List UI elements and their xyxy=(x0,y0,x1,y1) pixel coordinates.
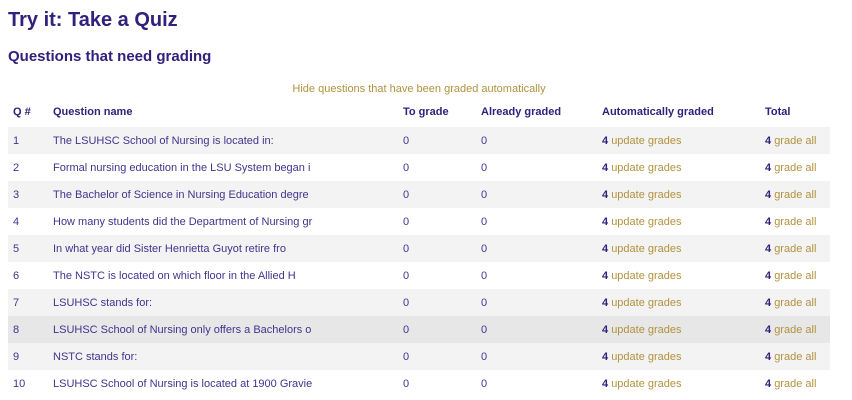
cell-qnum: 2 xyxy=(13,161,20,174)
cell-auto-graded xyxy=(597,181,760,208)
cell-question-name: The NSTC is located on which floor in the Allied H xyxy=(53,269,296,282)
cell-already-graded: 0 xyxy=(481,350,488,363)
total-count: 4 xyxy=(765,296,772,309)
auto-graded-count: 4 xyxy=(602,323,609,336)
cell-qnum: 6 xyxy=(13,269,20,282)
grade-all-link[interactable]: grade all xyxy=(774,377,817,390)
total-count: 4 xyxy=(765,242,772,255)
col-header-already: Already graded xyxy=(481,106,562,118)
cell-qnum: 10 xyxy=(13,377,26,390)
table-row xyxy=(8,343,830,370)
cell-auto-graded xyxy=(597,343,760,370)
col-header-question: Question name xyxy=(53,106,133,118)
total-count: 4 xyxy=(765,134,772,147)
col-header-to-grade: To grade xyxy=(403,106,449,118)
table-row xyxy=(8,181,830,208)
cell-total xyxy=(760,235,830,262)
table-body xyxy=(8,127,830,397)
cell-question-name: In what year did Sister Henrietta Guyot retire fro xyxy=(53,242,286,255)
total-count: 4 xyxy=(765,323,772,336)
grade-all-link[interactable]: grade all xyxy=(774,323,817,336)
table-row xyxy=(8,127,830,154)
total-count: 4 xyxy=(765,350,772,363)
cell-already-graded: 0 xyxy=(481,296,488,309)
table-row xyxy=(8,289,830,316)
cell-to-grade: 0 xyxy=(403,188,410,201)
total-count: 4 xyxy=(765,377,772,390)
table-row xyxy=(8,154,830,181)
table-row xyxy=(8,370,830,397)
cell-to-grade: 0 xyxy=(403,242,410,255)
grading-table xyxy=(8,96,830,397)
auto-graded-count: 4 xyxy=(602,161,609,174)
cell-question-name: The LSUHSC School of Nursing is located in: xyxy=(53,134,274,147)
update-grades-link[interactable]: update grades xyxy=(611,377,682,390)
update-grades-link[interactable]: update grades xyxy=(611,242,682,255)
cell-to-grade: 0 xyxy=(403,215,410,228)
cell-already-graded: 0 xyxy=(481,161,488,174)
cell-total xyxy=(760,370,830,397)
grade-all-link[interactable]: grade all xyxy=(774,296,817,309)
cell-to-grade: 0 xyxy=(403,350,410,363)
update-grades-link[interactable]: update grades xyxy=(611,296,682,309)
auto-graded-count: 4 xyxy=(602,269,609,282)
grade-all-link[interactable]: grade all xyxy=(774,242,817,255)
auto-graded-count: 4 xyxy=(602,215,609,228)
col-header-qnum: Q # xyxy=(13,106,31,118)
cell-auto-graded xyxy=(597,316,760,343)
cell-to-grade: 0 xyxy=(403,296,410,309)
cell-already-graded: 0 xyxy=(481,134,488,147)
cell-qnum: 7 xyxy=(13,296,20,309)
cell-already-graded: 0 xyxy=(481,188,488,201)
cell-qnum: 3 xyxy=(13,188,20,201)
total-count: 4 xyxy=(765,161,772,174)
cell-already-graded: 0 xyxy=(481,377,488,390)
update-grades-link[interactable]: update grades xyxy=(611,188,682,201)
cell-to-grade: 0 xyxy=(403,377,410,390)
grade-all-link[interactable]: grade all xyxy=(774,134,817,147)
cell-question-name: NSTC stands for: xyxy=(53,350,138,363)
cell-question-name: LSUHSC School of Nursing only offers a Bachelors o xyxy=(53,323,312,336)
cell-already-graded: 0 xyxy=(481,323,488,336)
cell-total xyxy=(760,316,830,343)
cell-total xyxy=(760,262,830,289)
cell-qnum: 9 xyxy=(13,350,20,363)
cell-auto-graded xyxy=(597,235,760,262)
cell-total xyxy=(760,154,830,181)
table-row xyxy=(8,235,830,262)
update-grades-link[interactable]: update grades xyxy=(611,215,682,228)
cell-to-grade: 0 xyxy=(403,134,410,147)
cell-question-name: LSUHSC School of Nursing is located at 1900 Gravie xyxy=(53,377,313,390)
auto-graded-count: 4 xyxy=(602,242,609,255)
cell-total xyxy=(760,289,830,316)
cell-already-graded: 0 xyxy=(481,215,488,228)
cell-total xyxy=(760,181,830,208)
hide-graded-link[interactable]: Hide questions that have been graded automatically xyxy=(292,83,546,95)
cell-question-name: LSUHSC stands for: xyxy=(53,296,153,309)
auto-graded-count: 4 xyxy=(602,188,609,201)
grade-all-link[interactable]: grade all xyxy=(774,269,817,282)
grade-all-link[interactable]: grade all xyxy=(774,215,817,228)
cell-auto-graded xyxy=(597,262,760,289)
cell-already-graded: 0 xyxy=(481,242,488,255)
cell-to-grade: 0 xyxy=(403,269,410,282)
cell-total xyxy=(760,208,830,235)
col-header-total: Total xyxy=(765,106,791,118)
update-grades-link[interactable]: update grades xyxy=(611,350,682,363)
cell-auto-graded xyxy=(597,127,760,154)
table-row xyxy=(8,208,830,235)
cell-to-grade: 0 xyxy=(403,161,410,174)
total-count: 4 xyxy=(765,188,772,201)
table-header-row xyxy=(8,96,830,127)
cell-qnum: 8 xyxy=(13,323,20,336)
auto-graded-count: 4 xyxy=(602,296,609,309)
cell-qnum: 1 xyxy=(13,134,20,147)
total-count: 4 xyxy=(765,269,772,282)
grade-all-link[interactable]: grade all xyxy=(774,350,817,363)
update-grades-link[interactable]: update grades xyxy=(611,323,682,336)
cell-qnum: 4 xyxy=(13,215,20,228)
cell-already-graded: 0 xyxy=(481,269,488,282)
table-row xyxy=(8,316,830,343)
col-header-auto-graded: Automatically graded xyxy=(602,106,714,118)
hide-graded-row xyxy=(8,83,830,96)
cell-total xyxy=(760,127,830,154)
total-count: 4 xyxy=(765,215,772,228)
grade-all-link[interactable]: grade all xyxy=(774,161,817,174)
update-grades-link[interactable]: update grades xyxy=(611,161,682,174)
cell-question-name: How many students did the Department of Nursing gr xyxy=(53,215,313,228)
grade-all-link[interactable]: grade all xyxy=(774,188,817,201)
cell-total xyxy=(760,343,830,370)
quiz-grading-page xyxy=(0,9,852,397)
auto-graded-count: 4 xyxy=(602,377,609,390)
cell-auto-graded xyxy=(597,370,760,397)
section-title: Questions that need grading xyxy=(8,48,212,65)
auto-graded-count: 4 xyxy=(602,350,609,363)
cell-qnum: 5 xyxy=(13,242,20,255)
cell-auto-graded xyxy=(597,208,760,235)
table-row xyxy=(8,262,830,289)
update-grades-link[interactable]: update grades xyxy=(611,134,682,147)
update-grades-link[interactable]: update grades xyxy=(611,269,682,282)
cell-auto-graded xyxy=(597,289,760,316)
cell-question-name: The Bachelor of Science in Nursing Education degre xyxy=(53,188,309,201)
auto-graded-count: 4 xyxy=(602,134,609,147)
cell-to-grade: 0 xyxy=(403,323,410,336)
page-title: Try it: Take a Quiz xyxy=(8,9,178,31)
cell-question-name: Formal nursing education in the LSU System began i xyxy=(53,161,311,174)
cell-auto-graded xyxy=(597,154,760,181)
